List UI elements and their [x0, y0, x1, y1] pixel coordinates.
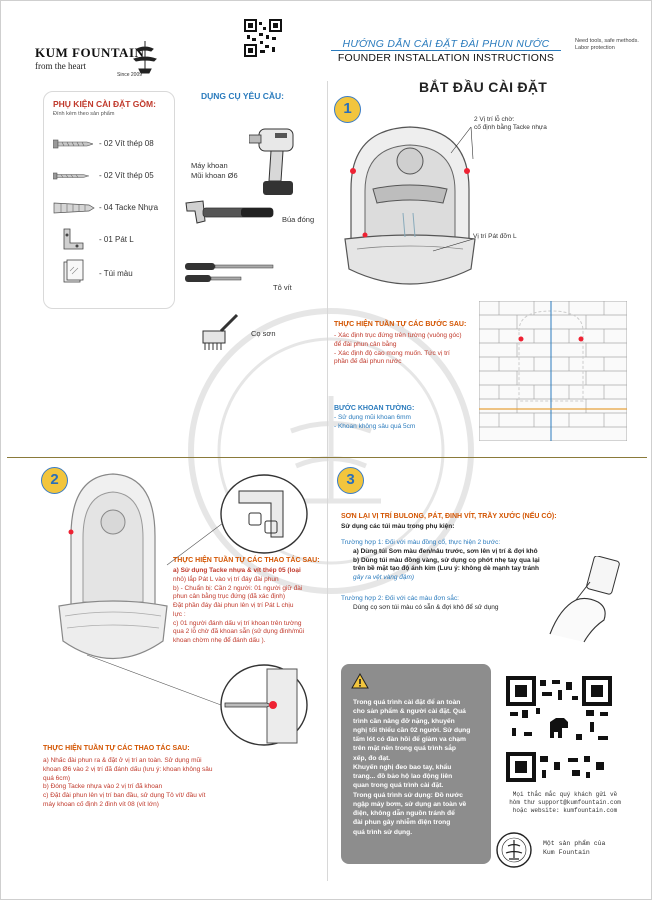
- accessory-label: - 02 Vít thép 05: [99, 171, 154, 180]
- step2b-line: quá 6cm): [43, 774, 71, 782]
- paint-hand-illustration: [546, 556, 626, 646]
- qr-code-large-icon: [506, 676, 612, 782]
- step2-line: c) 01 người đánh dấu vị trí khoan trên tường: [173, 619, 302, 627]
- step2-line: Đặt phần đáy đài phun lên vị trí Pát L chịu: [173, 602, 294, 610]
- case1-line: b) Dùng túi màu đồng vàng, sử dụng cọ phớt nhẹ tay qua lại: [353, 556, 540, 564]
- screw-pointer-line: [85, 651, 225, 711]
- drill-line: - Khoan không sâu quá 5cm: [334, 422, 416, 430]
- seq-line: để đài phun cân bằng: [334, 340, 397, 348]
- safety-line: trình cần nâng đỡ nặng, khuyến: [353, 717, 455, 725]
- fountain-logo-icon: [131, 39, 159, 75]
- drill-label-line: Máy khoan: [191, 161, 228, 170]
- paint-bag-icon: [61, 259, 85, 285]
- step-3-badge: 3: [337, 467, 364, 494]
- safety-line: xếp, đo đạt.: [353, 754, 391, 762]
- step2-line: nhỏ) lắp Pát L vào vị trí đáy đài phun: [173, 575, 279, 583]
- step2-line: qua 2 lỗ chờ đã khoan sẵn (sử dụng đinh/mũi: [173, 628, 305, 636]
- step2b-line: a) Nhấc đài phun ra & đặt ở vị trí an toàn. Sử dụng mũi: [43, 757, 202, 764]
- screwdriver-label: Tô vít: [273, 283, 292, 292]
- warning-icon: [351, 673, 369, 689]
- screw-icon: [53, 139, 93, 149]
- horizontal-divider: [7, 457, 647, 458]
- safety-line: ngập máy bơm, sử dụng an toàn về: [353, 800, 467, 808]
- qr-code-icon: [244, 19, 282, 57]
- accessories-subtitle: Đính kèm theo sản phẩm: [53, 111, 115, 117]
- product-of-brand: Kum Fountain: [543, 849, 590, 857]
- accessories-title: PHỤ KIỆN CÀI ĐẶT GỒM:: [53, 99, 156, 109]
- holes-note-line-2: cố định bằng Tacke nhựa: [474, 124, 547, 132]
- drill-bit-label-line: Mũi khoan Ø6: [191, 170, 238, 180]
- support-email[interactable]: hòm thư support@kumfountain.com: [509, 799, 621, 807]
- safety-line: đài phun gây nhiễm điện trong: [353, 819, 451, 827]
- accessory-item: [51, 165, 176, 187]
- drill-icon: [249, 121, 301, 199]
- safety-line: cho sản phẩm & người cài đặt. Quá: [353, 708, 466, 716]
- title-divider: [331, 50, 561, 51]
- safety-line: Trong quá trình sử dụng: Đồ nước: [353, 791, 463, 799]
- title-side-note: Need tools, safe methods. Labor protection: [575, 38, 639, 51]
- accessory-label: - Túi màu: [99, 269, 133, 278]
- brand-since: Since 2009: [117, 72, 143, 78]
- brand-tagline: from the heart: [35, 61, 86, 71]
- wall-plug-icon: [53, 200, 95, 216]
- accessory-label: - 04 Tacke Nhựa: [99, 203, 159, 212]
- step2-line: phun cân bằng trục đứng (đã xác định): [173, 593, 286, 601]
- accessory-item: [51, 263, 176, 285]
- product-of-line: Một sản phẩm của: [543, 840, 606, 847]
- safety-line: trên mặt nền trong quá trình sắp: [353, 745, 456, 753]
- step-1-badge: 1: [334, 96, 361, 123]
- contact-info: [501, 791, 629, 815]
- brush-label: Cọ sơn: [251, 329, 276, 338]
- step2-line: a) Sử dụng Tacke nhựa & vít thép 05 (loại: [173, 567, 301, 574]
- step1-sequence-title: THỰC HIỆN TUẦN TỰ CÁC BƯỚC SAU:: [334, 321, 467, 328]
- step2b-line: khoan Ø6 vào 2 vị trí đã đánh dấu (lưu ý: khoan không sâu: [43, 765, 213, 773]
- step3-subtitle: Sử dụng các túi màu trong phụ kiện:: [341, 523, 455, 530]
- bracket-position-note: Vị trí Pát đỡn L: [473, 233, 517, 240]
- hammer-icon: [183, 199, 278, 239]
- screw-icon: [53, 171, 89, 181]
- step2b-text: [43, 757, 283, 810]
- step2-text: [173, 567, 323, 646]
- contact-line: Mọi thắc mắc quý khách gửi về: [512, 791, 618, 798]
- case2-title: Trường hợp 2: Đối với các màu đơn sắc:: [341, 595, 459, 602]
- safety-line: Khuyến nghị đeo bao tay, khẩu: [353, 763, 452, 771]
- drill-step-text: [334, 414, 415, 432]
- fountain-mount-illustration: [41, 466, 171, 676]
- hammer-label: Búa đóng: [282, 215, 315, 224]
- accessory-label: - 02 Vít thép 08: [99, 139, 154, 148]
- start-install-title: BẮT ĐẦU CÀI ĐẶT: [419, 79, 548, 95]
- step2-title: THỰC HIỆN TUẦN TỰ CÁC THAO TÁC SAU:: [173, 557, 320, 564]
- step1-sequence-text: [334, 332, 484, 367]
- seq-line: - Xác định trục đứng trên tường (vuông góc): [334, 332, 462, 339]
- tools-title: DỤNG CỤ YÊU CẦU:: [201, 91, 284, 101]
- accessory-item: [51, 197, 176, 219]
- safety-line: quan trong quá trình cài đặt.: [353, 782, 444, 790]
- safety-line: Trong quá trình cài đặt để an toàn: [353, 699, 461, 706]
- case1-line: trên bề mặt tạo độ ánh kim (Lưu ý: không dè mạnh tay tránh: [353, 565, 540, 573]
- step3-case2: [341, 595, 581, 613]
- case1-line: gây ra vệt vàng đậm): [353, 574, 415, 582]
- paint-brush-icon: [199, 313, 241, 351]
- case1-line: a) Dùng túi Sơn màu đen/nâu trước, sơn lên vị trí & đợi khô: [353, 547, 538, 555]
- seq-line: - Xác định độ cao mong muốn. Tức vị trí: [334, 349, 450, 357]
- step2b-line: b) Đóng Tacke nhựa vào 2 vị trí đã khoan: [43, 783, 163, 791]
- drill-line: - Sử dụng mũi khoan 6mm: [334, 414, 411, 421]
- accessory-label: - 01 Pát L: [99, 235, 134, 244]
- step3-case1: [341, 539, 581, 583]
- step-2-badge: 2: [41, 467, 68, 494]
- accessory-item: [51, 229, 176, 251]
- safety-notice-text: [353, 698, 483, 837]
- screw-detail-circle: [219, 663, 309, 747]
- step2b-title: THỰC HIỆN TUẦN TỰ CÁC THAO TÁC SAU:: [43, 745, 190, 752]
- safety-line: tấm lót có đàn hồi để giảm va chạm: [353, 736, 466, 743]
- vertical-divider: [327, 81, 328, 881]
- step2-line: khoan chờm nhẹ để đánh dấu ).: [173, 637, 266, 645]
- step2-line: b) - Chuẩn bị: Cần 2 người: 01 người giữ đài: [173, 584, 303, 592]
- title-english: FOUNDER INSTALLATION INSTRUCTIONS: [337, 52, 555, 64]
- step3-title: SƠN LẠI VỊ TRÍ BULONG, PÁT, ĐINH VÍT, TRẦY XƯỚC (NẾU CÓ):: [341, 513, 557, 520]
- safety-line: quá trình sử dụng.: [353, 828, 413, 836]
- brand-name: KUM FOUNTAIN: [35, 45, 145, 60]
- safety-line: trang... đồ bảo hộ lao động liên: [353, 773, 453, 780]
- step2b-line: c) Đặt đài phun lên vị trí ban đầu, sử dụng Tô vít/ đầu vít: [43, 792, 206, 800]
- case1-title: Trường hợp 1: Đối với màu đồng cổ, thực hiện 2 bước:: [341, 539, 501, 546]
- website-link[interactable]: hoặc website: kumfountain.com: [512, 807, 618, 815]
- seq-line: phần đế đài phun nước: [334, 358, 402, 366]
- accessory-item: [51, 133, 176, 155]
- bracket-pointer-line: [431, 237, 473, 253]
- holes-note-line-1: 2 Vị trí lỗ chờ:: [474, 116, 515, 123]
- case2-line: Dùng cọ sơn túi màu có sẵn & đợi khô để sử dụng: [353, 603, 499, 611]
- kum-fountain-seal: [495, 831, 533, 869]
- drill-label: [191, 161, 238, 181]
- brand-logo: [35, 39, 145, 81]
- step2b-line: máy khoan cố định 2 đinh vít 08 (vít lớn): [43, 800, 159, 808]
- product-of-text: [543, 839, 605, 857]
- screwdriver-icon: [183, 259, 278, 285]
- l-bracket-icon: [61, 227, 85, 251]
- title-vietnamese: HƯỚNG DẪN CÀI ĐẶT ĐÀI PHUN NƯỚC: [342, 38, 550, 50]
- step2-line: lực :: [173, 610, 186, 618]
- drill-step-title: BƯỚC KHOAN TƯỜNG:: [334, 405, 415, 412]
- safety-line: nghị tối thiểu cần 02 người. Sử dụng: [353, 726, 471, 734]
- brick-wall-illustration: [479, 301, 627, 441]
- safety-line: điện, không dẫn nguồn tránh để: [353, 810, 455, 817]
- holes-note: [474, 116, 547, 133]
- bracket-detail-circle: [219, 473, 309, 555]
